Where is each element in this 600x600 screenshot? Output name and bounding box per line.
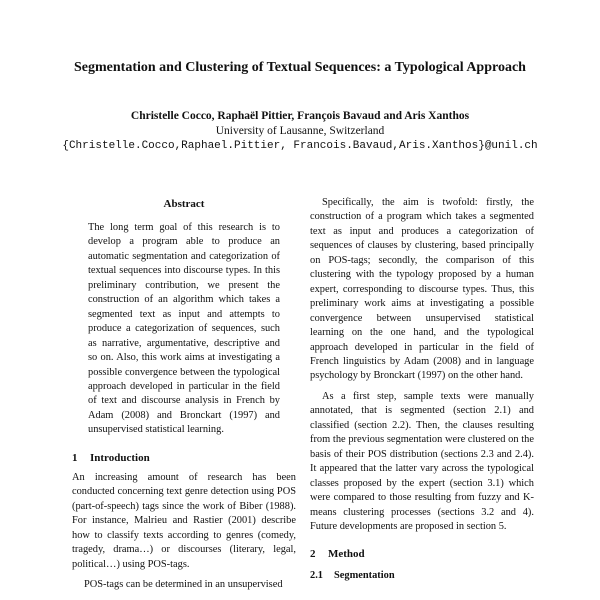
section-number: 1 — [72, 451, 78, 464]
author-emails: {Christelle.Cocco,Raphael.Pittier, Francois.Bavaud,Aris.Xanthos}@unil.ch — [62, 140, 538, 152]
subsection-title: Segmentation — [334, 570, 395, 582]
right-column — [310, 196, 534, 583]
intro-paragraph: POS-tags can be determined in an unsupervised — [84, 578, 283, 590]
author-names: Christelle Cocco, Raphaël Pittier, François Bavaud and Aris Xanthos — [130, 110, 470, 122]
section-number: 2 — [310, 548, 316, 561]
affiliation: University of Lausanne, Switzerland — [215, 125, 385, 137]
author-block — [60, 109, 540, 154]
body-paragraph: Specifically, the aim is twofold: firstly, the construction of a program which takes a segmented text as input and produces a categorization of sequences of clauses by clustering, based principally on POS-tags; secondly, the comparison of this clustering with the typology proposed by a human expert, corresponding to discourse types. Thus, this preliminary work aims at investigating a possible convergence between unsupervised statistical learning on the one hand, and the typological approach developed in particular in the field of French linguistics by Adam (2008) and in language psychology by Bronckart (1997) on the other hand. — [310, 197, 534, 382]
subsection-number: 2.1 — [310, 570, 323, 582]
abstract-heading: Abstract — [163, 198, 205, 210]
abstract-text: The long term goal of this research is to develop a program able to produce an automatic segmentation and categorization of textual sequences into discourse types. In this preliminary contribution, we present the construction of an algorithm which takes a segmented text as input and attempts to produce a categorization of sequences, such as narrative, argumentative, descriptive and so on. Also, this work aims at investigating a possible convergence between the typological approach developed in particular in the field of text and discourse analysis in French by Adam (2008) and Bronckart (1997) and unsupervised statistical learning. — [88, 222, 280, 436]
intro-paragraph: An increasing amount of research has been conducted concerning text genre detection using POS (part-of-speech) tags since the work of Biber (1988). For instance, Malrieu and Rastier (2001) describe how to classify texts according to genres (comedy, tragedy, drama…) or discourses (literary, legal, political…) using POS-tags. — [72, 471, 296, 570]
section-heading-introduction — [72, 450, 296, 466]
left-column — [72, 196, 296, 592]
body-paragraph: As a first step, sample texts were manually annotated, that is segmented (section 2.1) and classified (section 2.2). Then, the clauses resulting from the previous segmentation were clustered on the basis of their POS distribution (sections 2.3 and 2.4). It appeared that the latter vary across the typological classes proposed by the expert (section 3.1) which were compared to those resulting from fuzzy and K-means clustering processes (sections 3.2 and 4). Future developments are proposed in section 5. — [310, 390, 534, 532]
section-title: Method — [328, 548, 365, 561]
section-title: Introduction — [90, 451, 150, 464]
paper-title: Segmentation and Clustering of Textual Sequences: a Typological Approach — [74, 60, 526, 75]
section-heading-method — [310, 546, 534, 562]
subsection-heading-segmentation — [310, 569, 534, 583]
